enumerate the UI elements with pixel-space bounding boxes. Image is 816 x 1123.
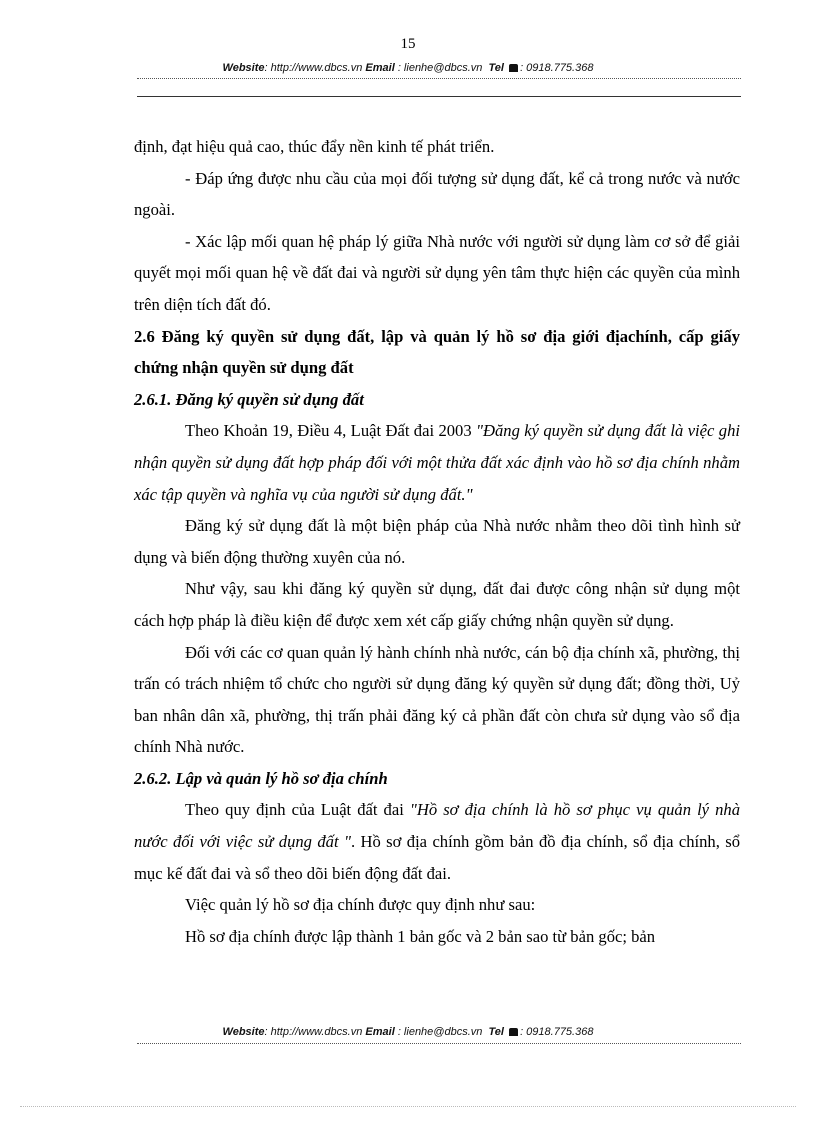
paragraph: định, đạt hiệu quả cao, thúc đẩy nền kinh tế phát triển. <box>134 137 495 156</box>
header-tel-label: Tel <box>488 62 504 74</box>
quotation: "Hồ sơ địa chính là hồ sơ phục vụ quản lý nhà nước đối với việc sử dụng đất " <box>134 800 740 852</box>
paragraph: Việc quản lý hồ sơ địa chính được quy định như sau: <box>185 895 536 915</box>
paragraph: Hồ sơ địa chính được lập thành 1 bản gốc và 2 bản sao từ bản gốc; bản <box>185 926 656 946</box>
section-heading: 2.6 Đăng ký quyền sử dụng đất, lập và quản lý hồ sơ địa giới địachính, cấp giấy chứng nhận quyền sử dụng đất <box>134 326 740 378</box>
paragraph: Như vậy, sau khi đăng ký quyền sử dụng, đất đai được công nhận sử dụng một cách hợp pháp là điều kiện để được xem xét cấp giấy chứng nhận quyền sử dụng. <box>134 579 740 630</box>
paragraph-text: Theo quy định của Luật đất đai <box>185 800 410 820</box>
quotation: "Đăng ký quyền sử dụng đất là việc ghi nhận quyền sử dụng đất hợp pháp đối với một thửa đất xác định vào hồ sơ địa chính nhằm xác tập quyền và nghĩa vụ của người sử dụng đất." <box>134 421 740 504</box>
paragraph <box>134 794 740 889</box>
subsection-heading: 2.6.1. Đăng ký quyền sử dụng đất <box>134 389 364 409</box>
paragraph: - Đáp ứng được nhu cầu của mọi đối tượng sử dụng đất, kể cả trong nước và nước ngoài. <box>134 168 740 220</box>
phone-icon <box>509 64 518 72</box>
header-website-link[interactable]: : http://www.dbcs.vn <box>264 62 363 74</box>
paragraph: - Xác lập mối quan hệ pháp lý giữa Nhà nước với người sử dụng làm cơ sở để giải quyết mọi mối quan hệ về đất đai và người sử dụng yên tâm thực hiện các quyền của mình trên diện tích đất đó. <box>134 231 740 314</box>
page-number: 15 <box>400 36 416 52</box>
footer-website-link[interactable]: : http://www.dbcs.vn <box>264 1026 363 1038</box>
subsection-heading: 2.6.2. Lập và quản lý hồ sơ địa chính <box>134 768 388 788</box>
footer-tel-label: Tel <box>488 1026 504 1038</box>
footer-email-link[interactable]: : lienhe@dbcs.vn <box>394 1026 483 1038</box>
footer-contact <box>0 1026 816 1038</box>
page-bottom-edge <box>20 1106 796 1107</box>
paragraph-text: . Hồ sơ địa chính gồm bản đồ địa chính, sổ địa chính, sổ mục kế đất đai và sổ theo dõi biến động đất đai. <box>134 832 740 883</box>
paragraph: Đối với các cơ quan quản lý hành chính nhà nước, cán bộ địa chính xã, phường, thị trấn có trách nhiệm tổ chức cho người sử dụng đăng ký quyền sử dụng đất; đồng thời, Uỷ ban nhân dân xã, phường, thị trấn phải đăng ký cả phần đất còn chưa sử dụng vào sổ địa chính Nhà nước. <box>134 642 740 757</box>
footer-tel-value: : 0918.775.368 <box>520 1026 594 1038</box>
phone-icon <box>509 1028 518 1036</box>
header-email-link[interactable]: : lienhe@dbcs.vn <box>394 62 483 74</box>
header-website-label: Website <box>222 62 265 74</box>
document-body <box>134 131 740 952</box>
paragraph <box>134 415 740 510</box>
header-dotted-rule <box>137 78 741 79</box>
header-tel-value: : 0918.775.368 <box>520 62 594 74</box>
header-rule <box>137 96 741 97</box>
footer-email-label: Email <box>365 1026 395 1038</box>
header-contact <box>0 62 816 74</box>
paragraph-text: Theo Khoản 19, Điều 4, Luật Đất đai 2003 <box>185 421 477 441</box>
paragraph: Đăng ký sử dụng đất là một biện pháp của Nhà nước nhằm theo dõi tình hình sử dụng và biến động thường xuyên của nó. <box>134 516 740 567</box>
footer-dotted-rule <box>137 1043 741 1044</box>
footer-website-label: Website <box>222 1026 265 1038</box>
header-email-label: Email <box>365 62 395 74</box>
